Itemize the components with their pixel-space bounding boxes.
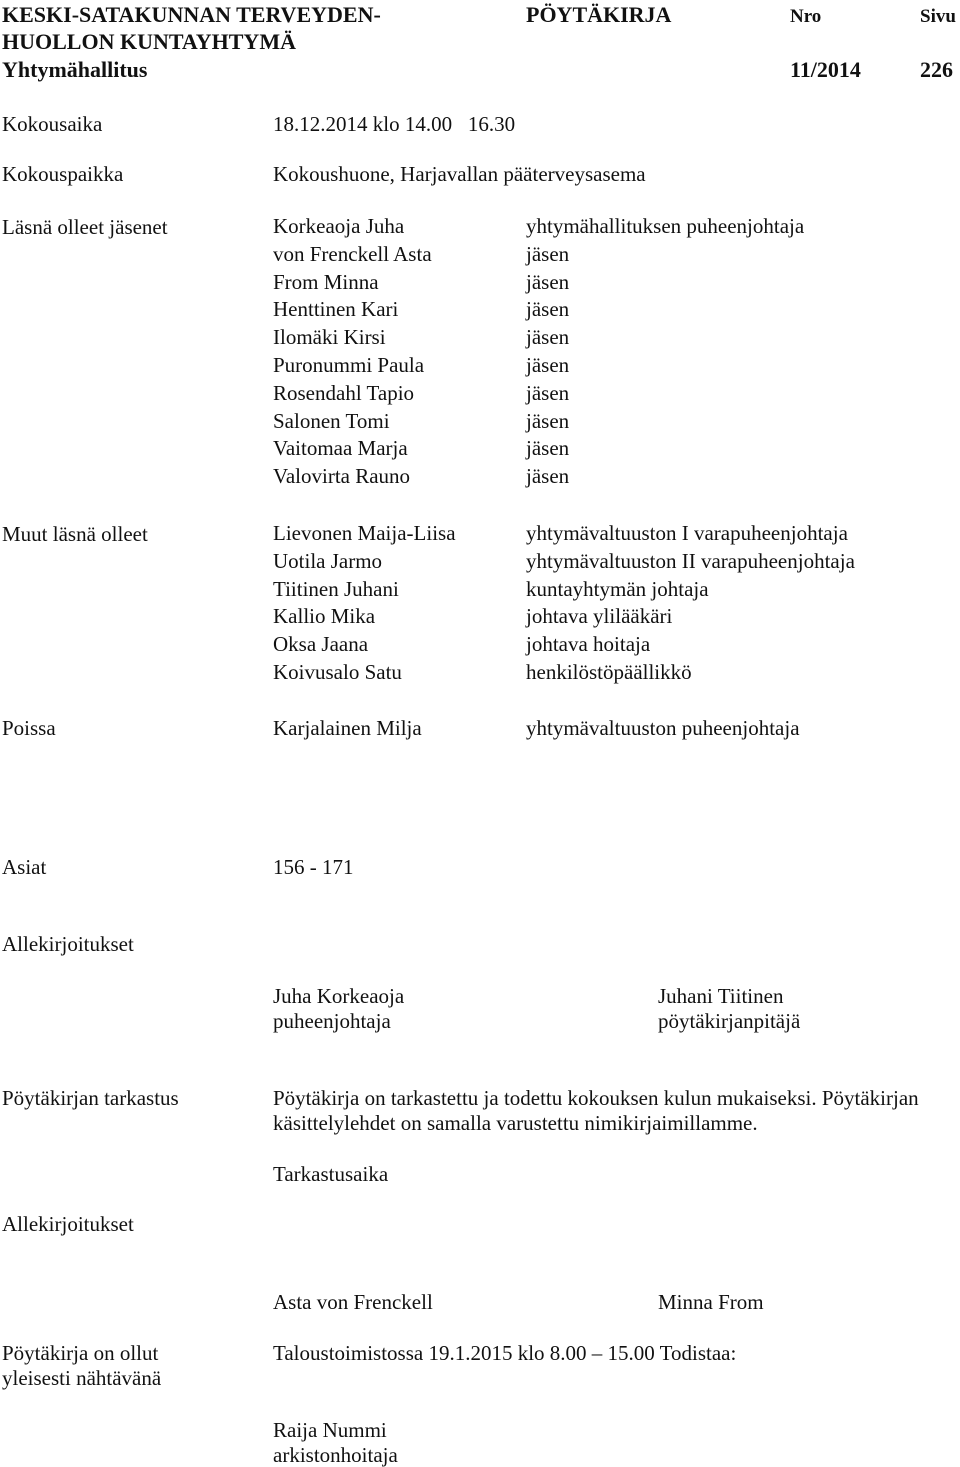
member-role: jäsen — [526, 297, 570, 322]
meeting-place-value: Kokoushuone, Harjavallan pääterveysasema — [273, 162, 646, 186]
others-present-roles — [526, 520, 855, 687]
matters-label: Asiat — [2, 855, 47, 879]
other-role: henkilöstöpäällikkö — [526, 659, 692, 684]
member-role: yhtymähallituksen puheenjohtaja — [526, 214, 805, 238]
other-name: Koivusalo Satu — [273, 659, 402, 684]
org-name-line2: HUOLLON KUNTAYHTYMÄ — [2, 29, 296, 54]
present-members-roles — [526, 213, 804, 491]
member-role: jäsen — [526, 464, 570, 489]
signatures-label: Allekirjoitukset — [2, 932, 134, 956]
other-name: Oksa Jaana — [273, 632, 369, 657]
member-name: From Minna — [273, 269, 379, 294]
review-text-line1: Pöytäkirja on tarkastettu ja todettu kokouksen kulun mukaiseksi. Pöytäkirjan — [273, 1086, 919, 1110]
present-members-names — [273, 213, 432, 491]
other-role: yhtymävaltuuston II varapuheenjohtaja — [526, 548, 855, 573]
absent-name: Karjalainen Milja — [273, 716, 422, 740]
nro-value: 11/2014 — [790, 57, 861, 82]
review-text-line2: käsittelylehdet on samalla varustettu nimikirjaimillamme. — [273, 1111, 758, 1135]
member-name: Salonen Tomi — [273, 408, 390, 433]
member-role: jäsen — [526, 269, 570, 294]
body-name: Yhtymähallitus — [2, 57, 148, 82]
signer2-title: pöytäkirjanpitäjä — [658, 1009, 801, 1033]
public-label-line2: yleisesti nähtävänä — [2, 1366, 162, 1390]
certifier-title: arkistonhoitaja — [273, 1443, 398, 1467]
member-role: jäsen — [526, 436, 570, 461]
member-name: Korkeaoja Juha — [273, 214, 405, 238]
other-role: yhtymävaltuuston I varapuheenjohtaja — [526, 521, 848, 545]
member-role: jäsen — [526, 352, 570, 377]
meeting-time-value: 18.12.2014 klo 14.00 16.30 — [273, 112, 516, 136]
member-name: Rosendahl Tapio — [273, 380, 415, 405]
reviewer2-name: Minna From — [658, 1290, 764, 1314]
other-role: johtava hoitaja — [526, 632, 651, 657]
other-name: Tiitinen Juhani — [273, 576, 399, 601]
signer1-name: Juha Korkeaoja — [273, 984, 405, 1008]
public-label-line1: Pöytäkirja on ollut — [2, 1341, 159, 1365]
member-name: Puronummi Paula — [273, 352, 425, 377]
member-name: von Frenckell Asta — [273, 241, 432, 266]
other-role: johtava ylilääkäri — [526, 604, 673, 629]
reviewer1-name: Asta von Frenckell — [273, 1290, 433, 1314]
member-role: jäsen — [526, 241, 570, 266]
sivu-value: 226 — [920, 57, 953, 82]
public-text: Taloustoimistossa 19.1.2015 klo 8.00 – 15.00 Todistaa: — [273, 1341, 737, 1365]
review-label: Pöytäkirjan tarkastus — [2, 1086, 179, 1110]
signer1-title: puheenjohtaja — [273, 1009, 391, 1033]
member-name: Vaitomaa Marja — [273, 436, 408, 461]
absent-label: Poissa — [2, 716, 56, 740]
meeting-place-label: Kokouspaikka — [2, 162, 124, 186]
document-type: PÖYTÄKIRJA — [526, 2, 672, 27]
meeting-time-label: Kokousaika — [2, 112, 103, 136]
other-role: kuntayhtymän johtaja — [526, 576, 709, 601]
member-name: Henttinen Kari — [273, 297, 399, 322]
review-signatures-label: Allekirjoitukset — [2, 1212, 134, 1236]
org-name-line1: KESKI-SATAKUNNAN TERVEYDEN- — [2, 2, 381, 27]
member-role: jäsen — [526, 408, 570, 433]
matters-value: 156 - 171 — [273, 855, 354, 879]
other-name: Kallio Mika — [273, 604, 376, 629]
member-role: jäsen — [526, 380, 570, 405]
certifier-name: Raija Nummi — [273, 1418, 387, 1442]
others-present-label: Muut läsnä olleet — [2, 522, 148, 546]
member-name: Ilomäki Kirsi — [273, 325, 386, 350]
review-time-label: Tarkastusaika — [273, 1162, 389, 1186]
absent-role: yhtymävaltuuston puheenjohtaja — [526, 716, 800, 740]
nro-label: Nro — [790, 6, 822, 27]
signer2-name: Juhani Tiitinen — [658, 984, 784, 1008]
member-name: Valovirta Rauno — [273, 464, 411, 489]
present-members-label: Läsnä olleet jäsenet — [2, 215, 168, 239]
sivu-label: Sivu — [920, 6, 956, 27]
member-role: jäsen — [526, 325, 570, 350]
others-present-names — [273, 520, 456, 687]
other-name: Uotila Jarmo — [273, 548, 383, 573]
other-name: Lievonen Maija-Liisa — [273, 521, 456, 545]
